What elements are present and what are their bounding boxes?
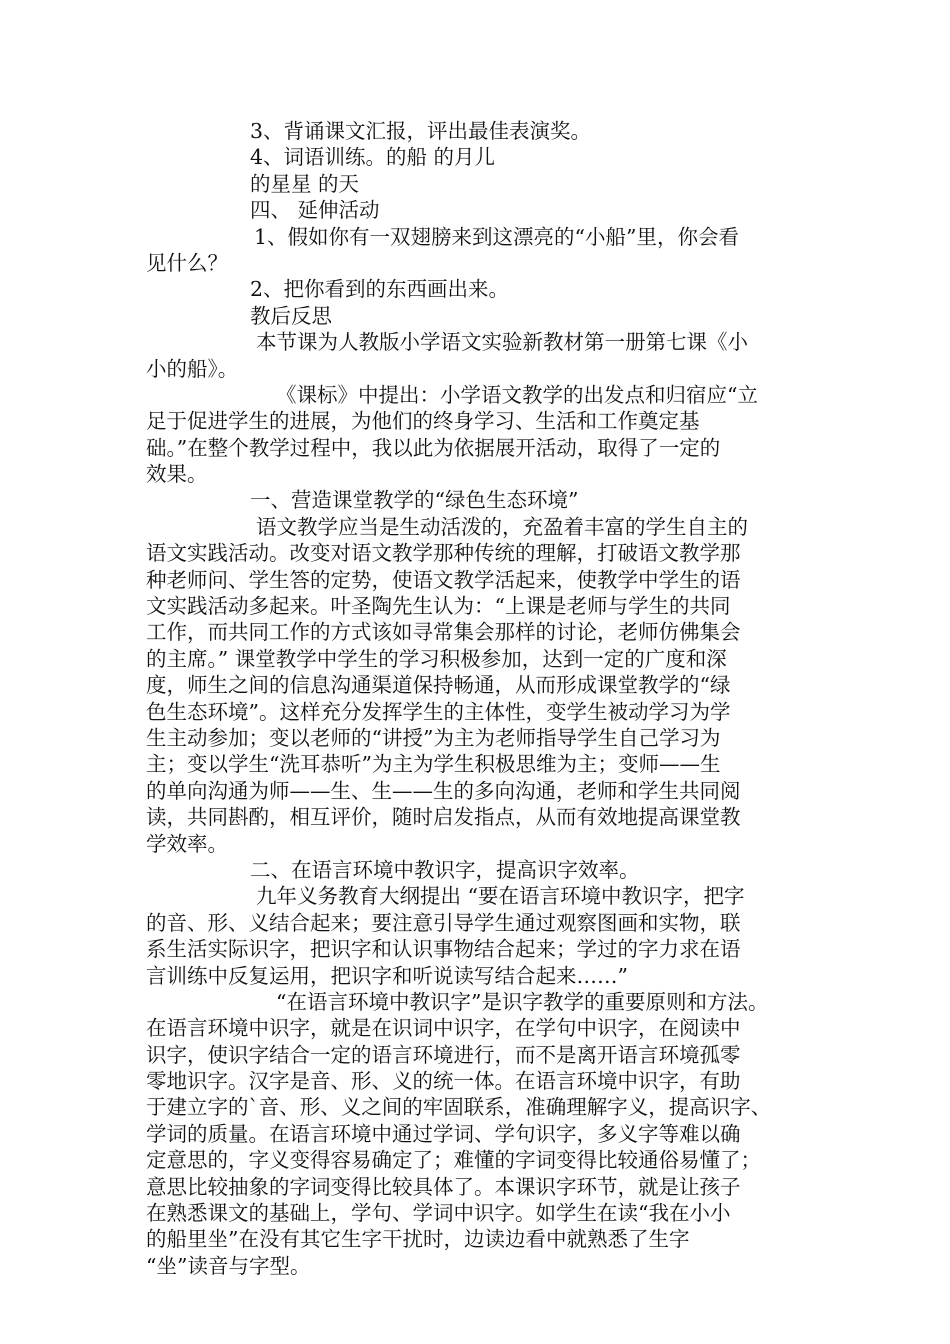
text-line: 色生态环境”。这样充分发挥学生的主体性，变学生被动学习为学 (146, 699, 731, 724)
document-body (146, 118, 806, 1279)
text-line: 的船里坐”在没有其它生字干扰时，边读边看中就熟悉了生字 (146, 1227, 690, 1252)
text-line: 的单向沟通为师——生、生——生的多向沟通，老师和学生共同阅 (146, 778, 741, 803)
text-line: 3、背诵课文汇报，评出最佳表演奖。 (250, 119, 592, 143)
section-heading: 一、营造课堂教学的“绿色生态环境” (250, 488, 579, 513)
text-line: 系生活实际识字，把识字和认识事物结合起来；学过的字力求在语 (146, 937, 741, 962)
text-line: 四、 延伸活动 (250, 198, 380, 223)
text-line: 见什么？ (146, 250, 228, 275)
text-line: 4、词语训练。的船 的月儿 (250, 145, 496, 170)
text-line: 效果。 (146, 462, 208, 487)
text-line: 小的船》。 (146, 356, 239, 381)
text-line: 础。”在整个教学过程中，我以此为依据展开活动，取得了一定的 (146, 435, 721, 460)
text-line: 学效率。 (146, 831, 228, 856)
text-line: 语文实践活动。改变对语文教学那种传统的理解，打破语文教学那 (146, 541, 741, 566)
text-line: 《课标》中提出：小学语文教学的出发点和归宿应“立 (276, 382, 758, 407)
text-line: 读，共同斟酌，相互评价，随时启发指点，从而有效地提高课堂教 (146, 805, 741, 830)
text-line: 零地识字。汉字是音、形、义的统一体。在语言环境中识字，有助 (146, 1069, 741, 1094)
text-line: 言训练中反复运用，把识字和听说读写结合起来……” (146, 963, 628, 988)
text-line: 2、把你看到的东西画出来。 (250, 277, 510, 302)
text-line: 的音、形、义结合起来；要注意引导学生通过观察图画和实物，联 (146, 910, 741, 935)
text-line: 工作，而共同工作的方式该如寻常集会那样的讨论，老师仿佛集会 (146, 620, 741, 645)
text-line: 九年义务教育大纲提出 “要在语言环境中教识字，把字 (256, 884, 745, 909)
text-line: 于建立字的`音、形、义之间的牢固联系，准确理解字义，提高识字、 (146, 1095, 772, 1120)
text-line: “在语言环境中教识字”是识字教学的重要原则和方法。 (276, 989, 769, 1014)
text-line: 1、假如你有一双翅膀来到这漂亮的“小船”里，你会看 (254, 224, 740, 249)
text-line: 种老师问、学生答的定势，使语文教学活起来，使教学中学生的语 (146, 567, 741, 592)
text-line: 本节课为人教版小学语文实验新教材第一册第七课《小 (256, 330, 748, 355)
section-heading: 二、在语言环境中教识字，提高识字效率。 (250, 857, 640, 882)
text-line: 生主动参加；变以老师的“讲授”为主为老师指导学生自己学习为 (146, 725, 721, 750)
text-line: 在语言环境中识字，就是在识词中识字，在学句中识字，在阅读中 (146, 1016, 741, 1041)
text-line: 的主席。” 课堂教学中学生的学习积极参加，达到一定的广度和深 (146, 646, 727, 671)
text-line: 定意思的，字义变得容易确定了；难懂的字词变得比较通俗易懂了； (146, 1148, 761, 1173)
text-line: 的星星 的天 (250, 171, 360, 196)
text-line: 足于促进学生的进展，为他们的终身学习、生活和工作奠定基 (146, 409, 700, 434)
text-line: 在熟悉课文的基础上，学句、学词中识字。如学生在读“我在小小 (146, 1201, 731, 1226)
text-line: 意思比较抽象的字词变得比较具体了。本课识字环节，就是让孩子 (146, 1174, 741, 1199)
text-line: 文实践活动多起来。叶圣陶先生认为：“上课是老师与学生的共同 (146, 594, 731, 619)
text-line: “坐”读音与字型。 (146, 1253, 311, 1278)
text-line: 语文教学应当是生动活泼的，充盈着丰富的学生自主的 (256, 514, 748, 539)
section-heading: 教后反思 (250, 303, 332, 328)
text-line: 学词的质量。在语言环境中通过学词、学句识字，多义字等难以确 (146, 1121, 741, 1146)
text-line: 主；变以学生“洗耳恭听”为主为学生积极思维为主；变师——生 (146, 752, 721, 777)
text-line: 度，师生之间的信息沟通渠道保持畅通，从而形成课堂教学的“绿 (146, 673, 731, 698)
text-line: 识字，使识字结合一定的语言环境进行，而不是离开语言环境孤零 (146, 1042, 741, 1067)
